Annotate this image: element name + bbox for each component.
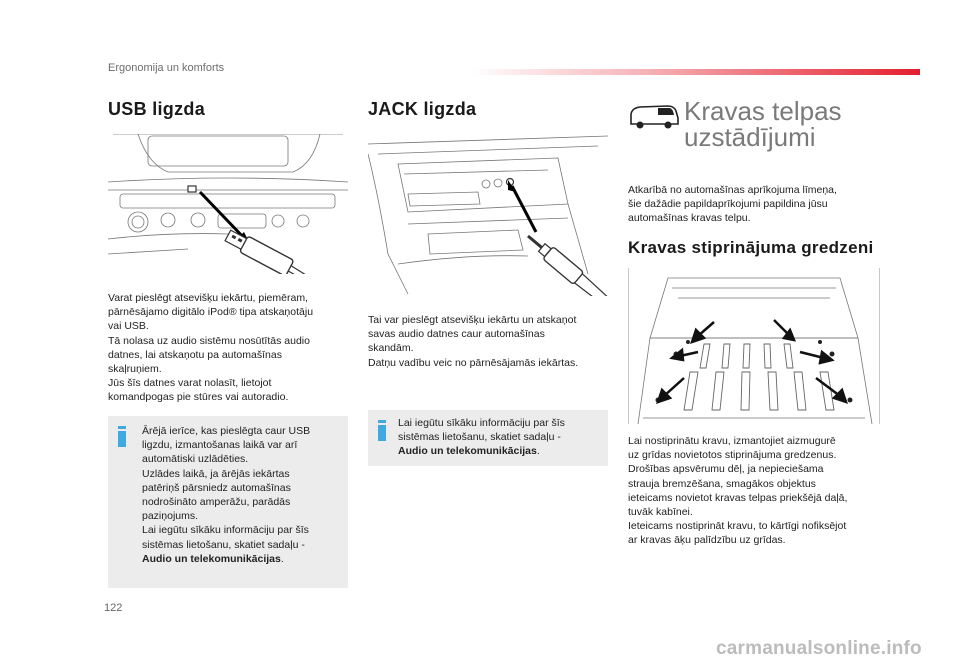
usb-info-line: Lai iegūtu sīkāku informāciju par šīs [142,524,309,537]
cargo-body-line: Ieteicams nostiprināt kravu, to kārtīgi nofiksējot [628,520,847,533]
usb-info-line: sistēmas lietošanu, skatiet sadaļu - [142,538,305,551]
usb-body-line: pārnēsājamo digitālo iPod® tipa atskaņotāju [108,306,314,319]
jack-info-box [368,410,608,466]
usb-info-line: patēriņš pārsniedz automašīnas [142,481,291,494]
usb-body-line: Jūs šīs datnes varat nolasīt, lietojot [108,377,272,390]
cargo-body-line: ar kravas āķu palīdzību uz grīdas. [628,534,786,547]
cargo-intro [628,183,878,226]
usb-body-line: skaļruņiem. [108,363,162,376]
van-icon [628,104,680,130]
usb-body-line: Varat pieslēgt atsevišķu iekārtu, piemēram, [108,292,308,304]
cargo-rings-subtitle: Kravas stiprinājuma gredzeni [628,238,874,257]
page-number: 122 [104,602,123,614]
usb-socket-illustration [108,134,348,274]
cargo-body-line: ieteicams novietot kravas telpas priekšējā daļā, [628,491,848,504]
usb-info-line: Ārējā ierīce, kas pieslēgta caur USB [142,425,311,437]
cargo-floor-drawing [628,268,880,424]
running-header: Ergonomija un komforts [108,62,225,74]
usb-info-line: automātiski uzlādēties. [142,453,249,466]
jack-section-title: JACK ligzda [368,99,477,119]
jack-info-line: Lai iegūtu sīkāku informāciju par šīs [398,417,565,429]
cargo-title-line: Kravas telpas [684,96,842,126]
usb-info-line: Uzlādes laikā, ja ārējās iekārtas [142,467,290,480]
usb-info-line: nodrošināto amperāžu, parādās [142,496,291,509]
jack-body-line: Tai var pieslēgt atsevišķu iekārtu un atskaņot [368,314,577,326]
cargo-title-line: uzstādījumi [684,122,816,152]
jack-socket-illustration [368,134,608,296]
usb-dashboard-drawing [108,134,348,274]
jack-body-line: savas audio datnes caur automašīnas [368,328,545,341]
usb-info-text [142,424,342,566]
audio-telecom-reference: Audio un telekomunikācijas [398,445,537,458]
usb-info-line: ligzdu, izmantošanas laikā var arī [142,439,298,452]
usb-body-line: datnes, lai atskaņotu pa automašīnas [108,348,282,361]
cargo-body-line: tuvāk kabīnei. [628,506,693,519]
jack-info-link-line: Audio un telekomunikācijas. [398,445,540,458]
jack-body-line: skandām. [368,342,414,355]
cargo-intro-line: automašīnas kravas telpu. [628,212,751,225]
cargo-body-line: Drošības apsvērumu dēļ, ja nepieciešama [628,463,824,476]
usb-info-box [108,416,348,588]
jack-console-drawing [368,134,608,296]
cargo-rings-illustration [628,268,880,424]
header-accent-rule [470,69,920,75]
usb-body-line: vai USB. [108,320,149,333]
usb-body-line: Tā nolasa uz audio sistēmu nosūtītās audio [108,334,310,347]
cargo-description [628,434,880,548]
jack-description [368,313,608,370]
jack-body-line: Datņu vadību veic no pārnēsājamās iekārtas. [368,356,579,369]
source-watermark: carmanualsonline.info [716,638,922,659]
audio-telecom-reference: Audio un telekomunikācijas [142,552,281,565]
cargo-body-line: Lai nostiprinātu kravu, izmantojiet aizmugurē [628,435,836,447]
cargo-chapter-title [684,98,842,150]
jack-info-line: sistēmas lietošanu, skatiet sadaļu - [398,431,561,444]
usb-body-line: komandpogas pie stūres vai autoradio. [108,391,289,404]
cargo-intro-line: Atkarībā no automašīnas aprīkojuma līmeņa, [628,184,837,196]
jack-info-text [398,416,603,459]
cargo-body-line: strauja bremzēšana, smagākos objektus [628,477,816,490]
usb-info-line: paziņojums. [142,510,199,523]
usb-description [108,291,348,405]
cargo-body-line: uz grīdas novietotos stiprinājuma gredzenus. [628,449,837,462]
usb-section-title: USB ligzda [108,99,206,119]
usb-info-link-line: Audio un telekomunikācijas. [142,552,284,565]
cargo-intro-line: šie dažādie papildaprīkojumi papildina jūsu [628,198,828,211]
